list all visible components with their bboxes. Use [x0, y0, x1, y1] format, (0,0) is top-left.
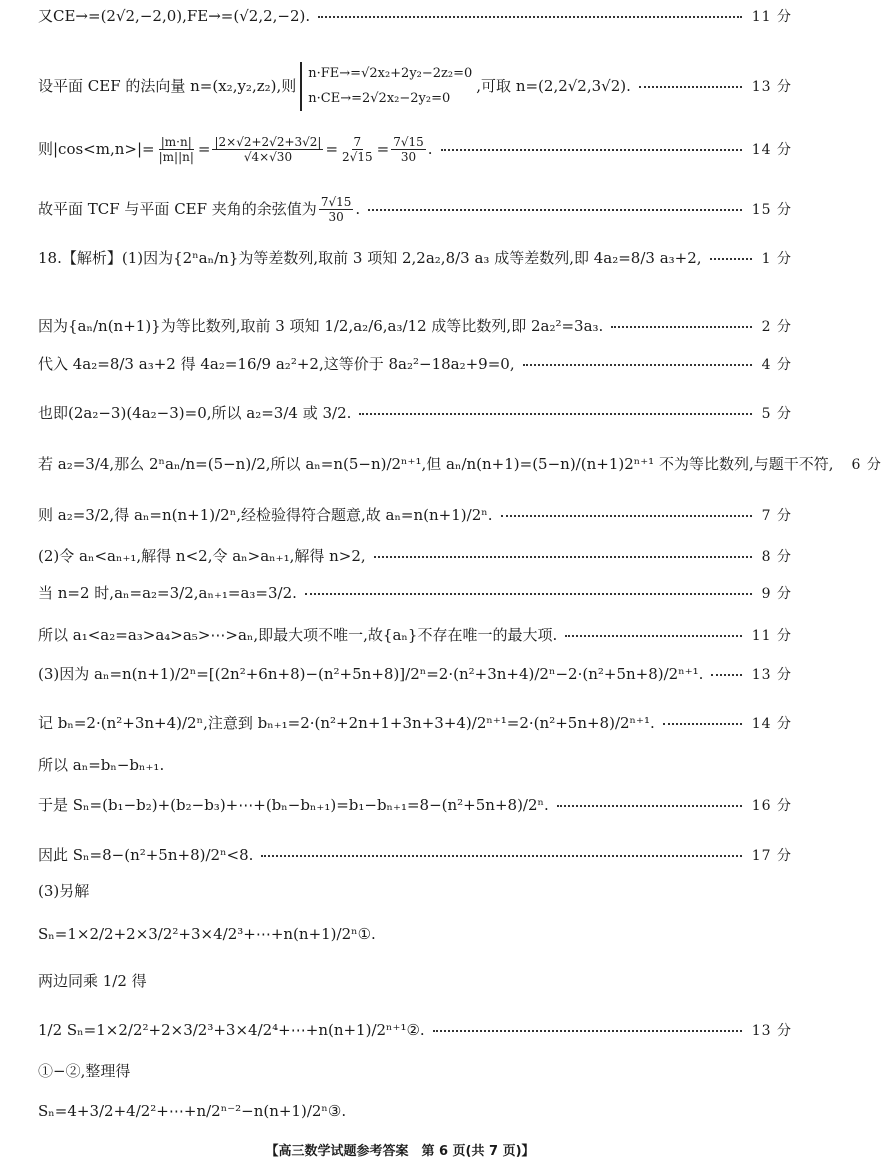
page-footer: 【高三数学试题参考答案 第 6 页(共 7 页)】: [265, 1144, 535, 1159]
dot-leader: [374, 556, 752, 558]
solution-line: [38, 455, 882, 473]
fraction: [212, 135, 323, 165]
line-text: Sₙ=4+3/2+4/2²+⋯+n/2ⁿ⁻²−n(n+1)/2ⁿ③.: [38, 1102, 347, 1120]
score-label: 8 分: [761, 548, 792, 565]
solution-line: [38, 1022, 792, 1039]
system-equation: n·FE→=√2x₂+2y₂−2z₂=0: [308, 66, 473, 81]
line-text: 代入 4a₂=8/3 a₃+2 得 4a₂=16/9 a₂²+2,这等价于 8a₂²−18a₂+9=0,: [38, 355, 515, 373]
solution-line: [38, 1063, 792, 1080]
dot-leader: [433, 1030, 742, 1032]
solution-line: [38, 883, 792, 900]
solution-line: [38, 797, 792, 814]
dot-leader: [710, 258, 752, 260]
dot-leader: [318, 16, 742, 18]
line-text: 两边同乘 1/2 得: [38, 972, 147, 990]
solution-line: [38, 405, 792, 422]
line-text: (3)因为 aₙ=n(n+1)/2ⁿ=[(2n²+6n+8)−(n²+5n+8)]/2ⁿ=2·(n²+3n+4)/2ⁿ−2·(n²+5n+8)/2ⁿ⁺¹.: [38, 665, 704, 683]
period: .: [427, 140, 433, 159]
line-text: 也即(2a₂−3)(4a₂−3)=0,所以 a₂=3/4 或 3/2.: [38, 404, 352, 422]
score-label: 16 分: [751, 797, 792, 814]
solution-line: [38, 318, 792, 335]
fraction-denominator: |m||n|: [158, 150, 194, 165]
score-label: 9 分: [761, 585, 792, 602]
line-text: 所以 aₙ=bₙ−bₙ₊₁.: [38, 756, 165, 774]
line-text: 若 a₂=3/4,那么 2ⁿaₙ/n=(5−n)/2,所以 aₙ=n(5−n)/2ⁿ⁺¹,但 aₙ/n(n+1)=(5−n)/(n+1)2ⁿ⁺¹ 不为等比数列,与题干不符,: [38, 455, 834, 473]
dot-leader: [711, 674, 741, 676]
line-text: 则|cos<m,n>|=: [38, 140, 155, 159]
score-label: 11 分: [751, 8, 792, 25]
system-equation: n·CE→=2√2x₂−2y₂=0: [308, 90, 451, 106]
dot-leader: [261, 855, 741, 857]
fraction: [157, 135, 196, 165]
dot-leader: [368, 209, 742, 211]
score-label: 13 分: [751, 666, 792, 683]
dot-leader: [523, 364, 752, 366]
score-label: 7 分: [761, 507, 792, 524]
solution-line: [38, 548, 792, 565]
solution-line: [38, 666, 792, 683]
score-label: 13 分: [751, 1022, 792, 1039]
solution-line: [38, 1103, 792, 1120]
dot-leader: [663, 723, 742, 725]
score-label: 17 分: [751, 847, 792, 864]
dot-leader: [639, 86, 742, 88]
score-label: 11 分: [751, 627, 792, 644]
solution-line: [38, 757, 792, 774]
line-text: 18.【解析】(1)因为{2ⁿaₙ/n}为等差数列,取前 3 项知 2,2a₂,8/3 a₃ 成等差数列,即 4a₂=8/3 a₃+2,: [38, 249, 702, 267]
fraction-numerator: 7√15: [393, 135, 424, 149]
solution-line: [38, 847, 792, 864]
score-label: 15 分: [751, 201, 792, 218]
line-text: 设平面 CEF 的法向量 n=(x₂,y₂,z₂),则: [38, 77, 297, 96]
fraction-numerator: 7√15: [320, 195, 352, 209]
dot-leader: [305, 593, 752, 595]
solution-line: [38, 62, 792, 111]
solution-line: [38, 715, 792, 732]
score-label: 4 分: [761, 356, 792, 373]
score-label: 2 分: [761, 318, 792, 335]
line-text: 因为{aₙ/n(n+1)}为等比数列,取前 3 项知 1/2,a₂/6,a₃/12 成等比数列,即 2a₂²=3a₃.: [38, 317, 604, 335]
solution-line: [38, 973, 792, 990]
fraction: [319, 195, 354, 225]
equation-system: [300, 62, 472, 111]
solution-line: [38, 507, 792, 524]
score-label: 14 分: [751, 141, 792, 158]
solution-line: [38, 627, 792, 644]
line-text: 又CE→=(2√2,−2,0),FE→=(√2,2,−2).: [38, 7, 311, 25]
line-text: 于是 Sₙ=(b₁−b₂)+(b₂−b₃)+⋯+(bₙ−bₙ₊₁)=b₁−bₙ₊₁=8−(n²+5n+8)/2ⁿ.: [38, 796, 549, 814]
equals-sign: =: [376, 140, 390, 159]
fraction: [340, 135, 375, 165]
line-text: 则 a₂=3/2,得 aₙ=n(n+1)/2ⁿ,经检验得符合题意,故 aₙ=n(n+1)/2ⁿ.: [38, 506, 493, 524]
dot-leader: [565, 635, 742, 637]
score-label: 14 分: [751, 715, 792, 732]
fraction-denominator: √4×√30: [243, 150, 293, 165]
dot-leader: [611, 326, 751, 328]
fraction-numerator: 7: [353, 135, 362, 149]
dot-leader: [501, 515, 752, 517]
line-text: 1/2 Sₙ=1×2/2²+2×3/2³+3×4/2⁴+⋯+n(n+1)/2ⁿ⁺¹②.: [38, 1021, 425, 1039]
line-text: 当 n=2 时,aₙ=a₂=3/2,aₙ₊₁=a₃=3/2.: [38, 584, 297, 602]
score-label: 1 分: [761, 250, 792, 267]
solution-line: [38, 195, 792, 225]
line-text: 故平面 TCF 与平面 CEF 夹角的余弦值为: [38, 200, 317, 219]
line-text: (2)令 aₙ<aₙ₊₁,解得 n<2,令 aₙ>aₙ₊₁,解得 n>2,: [38, 547, 366, 565]
dot-leader: [359, 413, 751, 415]
fraction-denominator: 30: [400, 150, 417, 165]
fraction: [391, 135, 426, 165]
line-text: 因此 Sₙ=8−(n²+5n+8)/2ⁿ<8.: [38, 846, 254, 864]
solution-line: [38, 250, 792, 267]
score-label: 13 分: [751, 78, 792, 95]
line-text: 所以 a₁<a₂=a₃>a₄>a₅>⋯>aₙ,即最大项不唯一,故{aₙ}不存在唯一的最大项.: [38, 626, 558, 644]
line-text: Sₙ=1×2/2+2×3/2²+3×4/2³+⋯+n(n+1)/2ⁿ①.: [38, 925, 376, 943]
solution-line: [38, 135, 792, 165]
dot-leader: [557, 805, 742, 807]
period: .: [355, 200, 361, 219]
fraction-denominator: 30: [328, 210, 344, 225]
solution-line: [38, 356, 792, 373]
line-tail: ,可取 n=(2,2√2,3√2).: [476, 77, 631, 96]
solution-line: [38, 8, 792, 25]
line-text: (3)另解: [38, 882, 90, 900]
score-label: 5 分: [761, 405, 792, 422]
line-text: 记 bₙ=2·(n²+3n+4)/2ⁿ,注意到 bₙ₊₁=2·(n²+2n+1+3n+3+4)/2ⁿ⁺¹=2·(n²+5n+8)/2ⁿ⁺¹.: [38, 714, 655, 732]
equals-sign: =: [325, 140, 339, 159]
score-label: 6 分: [851, 456, 882, 473]
dot-leader: [441, 149, 742, 151]
fraction-numerator: |m·n|: [160, 135, 192, 149]
fraction-denominator: 2√15: [342, 150, 373, 165]
line-text: ①−②,整理得: [38, 1062, 131, 1080]
fraction-numerator: |2×√2+2√2+3√2|: [214, 135, 322, 149]
solution-line: [38, 926, 792, 943]
solution-line: [38, 585, 792, 602]
equals-sign: =: [197, 140, 211, 159]
